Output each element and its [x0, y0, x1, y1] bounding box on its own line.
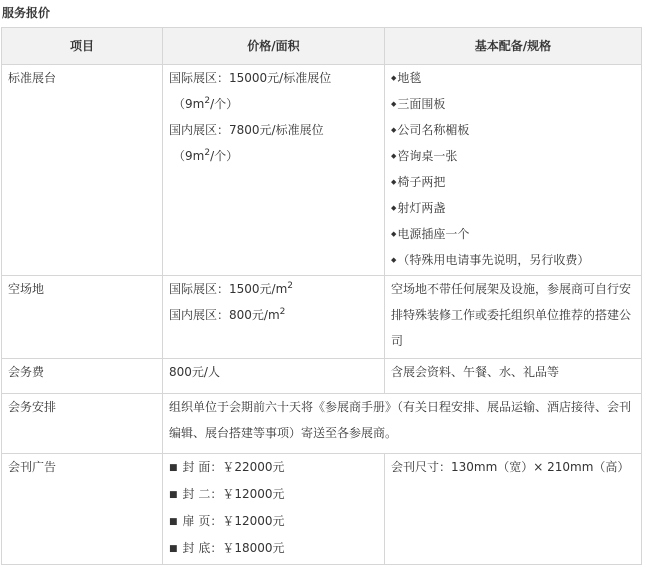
list-item: ■ 扉 页：￥12000元	[169, 514, 285, 528]
list-item: ■ 封 面：￥22000元	[169, 460, 285, 474]
price-cell: 800元/人	[163, 359, 385, 394]
table-header-row	[2, 28, 642, 65]
price-table	[1, 27, 642, 565]
domestic-size: （$9m^2/$个）	[173, 148, 239, 163]
list-item: ◆ 咨询桌一张	[391, 143, 635, 169]
list-item: ◆ 三面围板	[391, 91, 635, 117]
spec-cell: 会刊尺寸：130mm（宽）× 210mm（高）	[385, 454, 642, 565]
header-item: 项目	[2, 28, 163, 65]
price-cell	[163, 65, 385, 276]
row-name: 空场地	[2, 276, 163, 359]
table-row-conference-fee	[2, 359, 642, 394]
table-row-open-space	[2, 276, 642, 359]
header-spec: 基本配备/规格	[385, 28, 642, 65]
list-item: ◆ 椅子两把	[391, 169, 635, 195]
table-row-standard-booth	[2, 65, 642, 276]
page-title: 服务报价	[2, 6, 51, 20]
arrangement-desc: 组织单位于会期前六十天将《参展商手册》（有关日程安排、展品运输、酒店接待、会刊编辑、展台搭建等事项）寄送至各参展商。	[163, 394, 642, 454]
domestic-price: 国内展区：800元$/m^2$	[169, 307, 286, 322]
intl-price: 国际展区：1500元$/m^2$	[169, 281, 294, 296]
intl-size: （$9m^2/$个）	[173, 96, 239, 111]
row-name: 会务费	[2, 359, 163, 394]
list-item: ◆ 公司名称楣板	[391, 117, 635, 143]
list-item: ◆ 电源插座一个	[391, 221, 635, 247]
list-item: ◆ 地毯	[391, 65, 635, 91]
spec-cell: 空场地不带任何展架及设施，参展商可自行安排特殊装修工作或委托组织单位推荐的搭建公司	[385, 276, 642, 359]
list-item: ■ 封 底：￥18000元	[169, 541, 285, 555]
header-price: 价格/面积	[163, 28, 385, 65]
row-name: 会务安排	[2, 394, 163, 454]
price-cell	[163, 454, 385, 565]
equipment-cell	[385, 65, 642, 276]
spec-cell: 含展会资料、午餐、水、礼品等	[385, 359, 642, 394]
intl-price: 国际展区：15000元/标准展位	[169, 71, 332, 85]
table-row-arrangement	[2, 394, 642, 454]
list-item: ■ 封 二：￥12000元	[169, 487, 285, 501]
row-name: 会刊广告	[2, 454, 163, 565]
list-item: ◆ 射灯两盏	[391, 195, 635, 221]
row-name: 标准展台	[2, 65, 163, 276]
price-cell	[163, 276, 385, 359]
domestic-price: 国内展区：7800元/标准展位	[169, 123, 324, 137]
table-row-catalog-ad	[2, 454, 642, 565]
list-item: ◆ （特殊用电请事先说明，另行收费）	[391, 247, 635, 273]
